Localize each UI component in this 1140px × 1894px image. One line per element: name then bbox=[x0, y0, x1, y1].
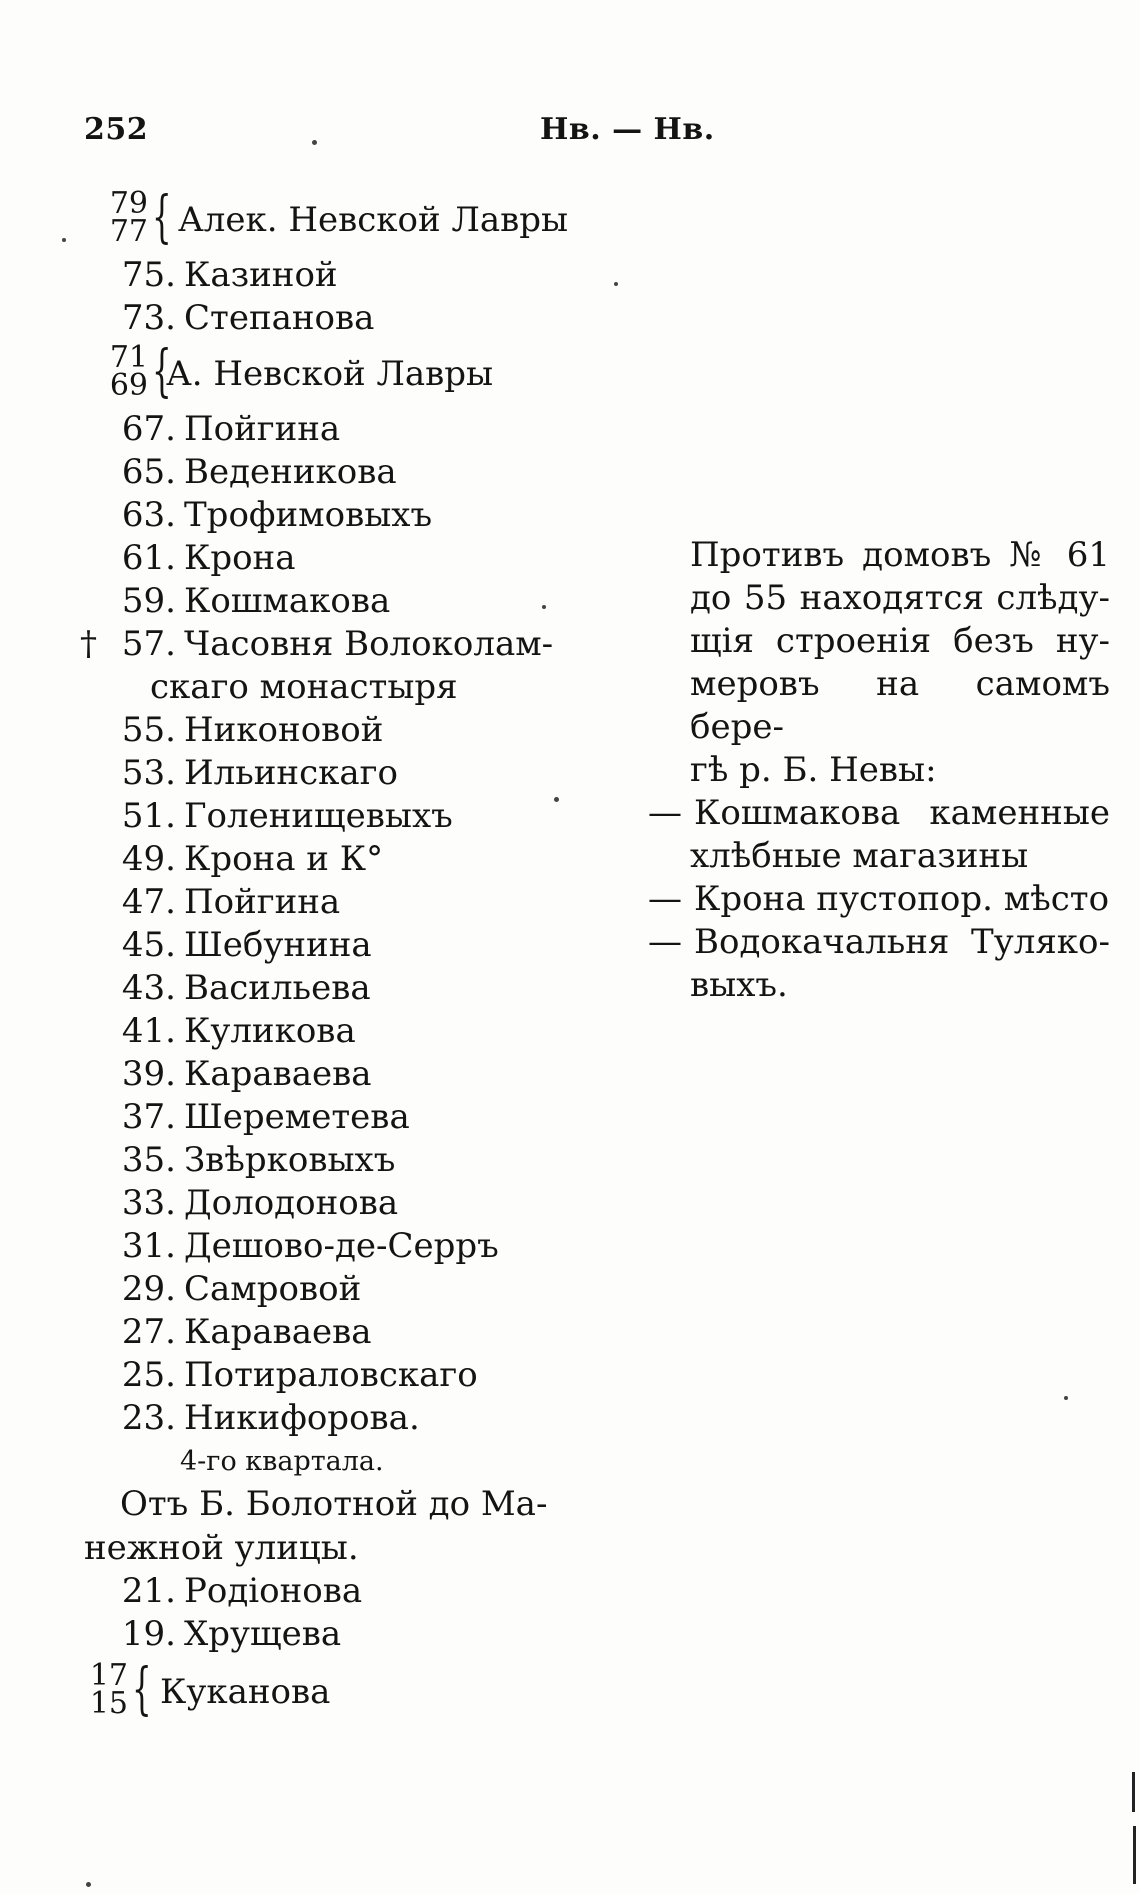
list-item: 23. Никифорова. bbox=[121, 1398, 420, 1438]
list-item: 29. Самровой bbox=[121, 1269, 362, 1309]
list-item: 45. Шебунина bbox=[121, 925, 372, 965]
riverbank-note-column bbox=[648, 534, 1110, 1007]
list-item: 41. Куликова bbox=[121, 1011, 356, 1051]
curly-brace-icon: { bbox=[132, 1657, 152, 1722]
scan-speck bbox=[614, 282, 618, 286]
curly-brace-icon: { bbox=[152, 339, 172, 404]
list-item: 73. Степанова bbox=[121, 298, 375, 338]
scan-speck bbox=[1064, 1396, 1068, 1400]
bracket-entry-79-77 bbox=[70, 185, 570, 252]
list-item: 49. Крона и К° bbox=[121, 839, 384, 879]
list-item: 59. Кошмакова bbox=[121, 581, 391, 621]
list-item: 25. Потираловскаго bbox=[121, 1355, 478, 1395]
building-entry: — Водокачальня Туляко- bbox=[648, 922, 1110, 962]
running-head: Нв. — Нв. bbox=[540, 112, 715, 147]
list-item: 35. Звѣрковыхъ bbox=[121, 1140, 396, 1180]
list-item: 39. Караваева bbox=[121, 1054, 372, 1094]
list-item: 61. Крона bbox=[121, 538, 296, 578]
bracket-numbers: 79 77 bbox=[109, 186, 148, 249]
bracket-numbers: 17 15 bbox=[89, 1658, 128, 1721]
section-title-line-2: нежной улицы. bbox=[84, 1528, 359, 1568]
list-item: 75. Казиной bbox=[121, 255, 338, 295]
house-list-column bbox=[70, 186, 570, 1726]
chapel-entry: † 57. Часовня Волоколам- bbox=[80, 624, 554, 664]
list-item: 33. Долодонова bbox=[121, 1183, 399, 1223]
list-item: 51. Голенищевыхъ bbox=[121, 796, 453, 836]
building-entry: — Кошмакова каменные bbox=[648, 793, 1110, 833]
owner-name: Куканова bbox=[160, 1672, 331, 1712]
note-line: щія строенія безъ ну- bbox=[690, 621, 1110, 661]
building-entry-continuation: выхъ. bbox=[690, 965, 788, 1005]
list-item: 63. Трофимовыхъ bbox=[121, 495, 433, 535]
scan-speck bbox=[312, 140, 317, 145]
section-title-line-1: Отъ Б. Болотной до Ма- bbox=[120, 1484, 548, 1524]
building-entry-continuation: хлѣбные магазины bbox=[690, 836, 1029, 876]
list-item: 27. Караваева bbox=[121, 1312, 372, 1352]
scan-speck bbox=[86, 1882, 91, 1887]
list-item: 43. Васильева bbox=[121, 968, 371, 1008]
note-line: Противъ домовъ № 61 bbox=[690, 535, 1110, 575]
quarter-heading: 4-го квартала. bbox=[180, 1446, 384, 1477]
note-line: гѣ р. Б. Невы: bbox=[690, 750, 937, 790]
scan-speck bbox=[554, 797, 559, 802]
list-item: 47. Пойгина bbox=[121, 882, 341, 922]
bracket-numbers: 71 69 bbox=[109, 340, 148, 403]
note-line: меровъ на самомъ бере- bbox=[690, 664, 1110, 747]
list-item: 55. Никоновой bbox=[121, 710, 384, 750]
cross-icon: † bbox=[80, 624, 97, 664]
list-item: 31. Дешово-де-Серръ bbox=[121, 1226, 499, 1266]
building-entry: — Крона пустопор. мѣсто bbox=[648, 879, 1110, 919]
owner-name: А. Невской Лавры bbox=[166, 354, 494, 394]
dash-mark: — bbox=[648, 793, 682, 833]
scan-margin-line bbox=[1132, 1772, 1135, 1812]
chapel-entry-continuation: скаго монастыря bbox=[150, 667, 458, 707]
bracket-entry-71-69 bbox=[70, 339, 570, 406]
note-line: до 55 находятся слѣду- bbox=[690, 578, 1110, 618]
list-item: 67. Пойгина bbox=[121, 409, 341, 449]
owner-name: Алек. Невской Лавры bbox=[178, 200, 569, 240]
page-number: 252 bbox=[84, 112, 149, 147]
list-item: 21. Родіонова bbox=[121, 1571, 363, 1611]
scan-speck bbox=[542, 605, 546, 609]
list-item: 53. Ильинскаго bbox=[121, 753, 398, 793]
dash-mark: — bbox=[648, 922, 682, 962]
scan-speck bbox=[62, 238, 66, 242]
list-item: 19. Хрущева bbox=[121, 1614, 342, 1654]
dash-mark: — bbox=[648, 879, 682, 919]
scan-margin-line bbox=[1133, 1826, 1136, 1884]
curly-brace-icon: { bbox=[152, 185, 172, 250]
list-item: 65. Веденикова bbox=[121, 452, 397, 492]
list-item: 37. Шереметева bbox=[121, 1097, 410, 1137]
bracket-entry-17-15 bbox=[70, 1657, 570, 1724]
